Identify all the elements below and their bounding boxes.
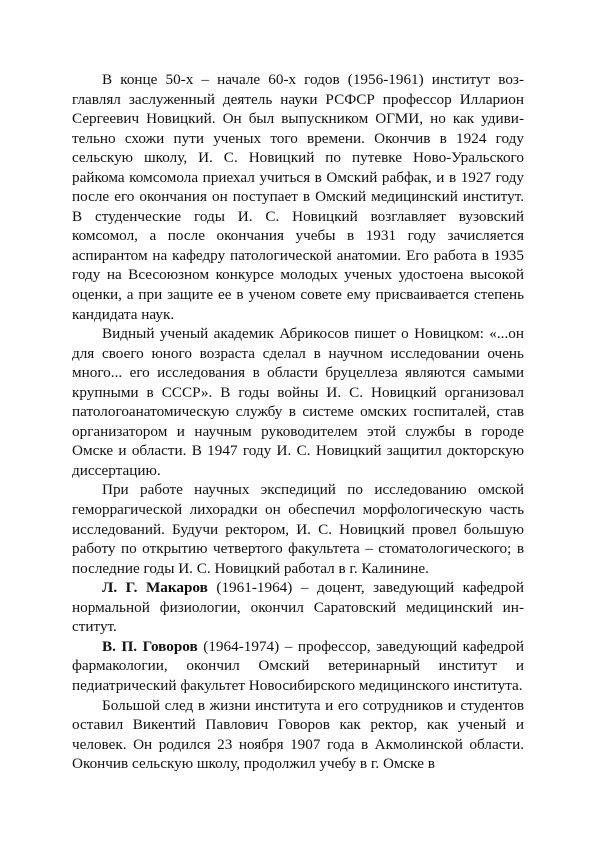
rector-name-govorov: В. П. Говоров (102, 637, 198, 655)
paragraph-text: (1961-1964) – доцент, заведующий кафедрой нормальной физиологии, окончил Саратовский медицинский институт. (72, 579, 525, 636)
paragraph-text: Видный ученый академик Абрикосов пишет о Новицком: «...он для своего юного возраста сделал в научном исследовании очень много... его исследования в области бруцеллеза являются самыми крупными в СССР». В годы войны И. С. Новицкий организовал патологоанатомическую службу в системе омских госпиталей, став организатором и научным руководителем этой службы в городе Омске и области. В 1947 году И. С. Новицкий защитил докторскую диссертацию. (72, 325, 524, 479)
paragraph-text: При работе научных экспедиций по исследованию омской геморрагической лихорадки он обеспечил морфологическую часть исследований. Будучи ректором, И. С. Новицкий провел большую работу по открытию четвертого факультета – стоматологического; в последние годы И. С. Новицкий работал в г. Калинине. (72, 481, 524, 577)
paragraph-abrikosov-quote (72, 324, 524, 480)
paragraph-text: Большой след в жизни института и его сотрудников и студентов оставил Викентий Павлович Говоров как ректор, как ученый и человек. Он родился 23 ноября 1907 года в Акмолинской области. Окончив сельскую школу, продолжил учебу в г. Омске в (72, 696, 524, 773)
document-page (72, 70, 524, 774)
paragraph-expeditions (72, 480, 524, 578)
rector-name-makarov: Л. Г. Макаров (102, 579, 208, 597)
paragraph-govorov-biography (72, 696, 524, 774)
paragraph-text: (1964-1974) – профессор, заведующий кафедрой фармакологии, окончил Омский ветеринарный институт и педиатрический факультет Новосибирского медицинского института. (72, 637, 524, 694)
paragraph-novitsky-rector (72, 70, 524, 324)
paragraph-makarov (72, 578, 524, 637)
paragraph-text: В конце 50-х – начале 60-х годов (1956-1961) институт возглавлял заслуженный деятель науки РСФСР профессор Илларион Сергеевич Новицкий. Он был выпускником ОГМИ, но как удивительно схожи пути ученых того времени. Окончив в 1924 году сельскую школу, И. С. Новицкий по путевке Ново-Уральского райкома комсомола приехал учиться в Омский рабфак, и в 1927 году после его окончания он поступает в Омский медицинский институт. В студенческие годы И. С. Новицкий возглавляет вузовский комсомол, а после окончания учебы в 1931 году зачисляется аспирантом на кафедру патологической анатомии. Его работа в 1935 году на Всесоюзном конкурсе молодых ученых удостоена высокой оценки, а при защите ее в ученом совете ему присваивается степень кандидата наук. (72, 71, 524, 323)
paragraph-govorov (72, 637, 524, 696)
